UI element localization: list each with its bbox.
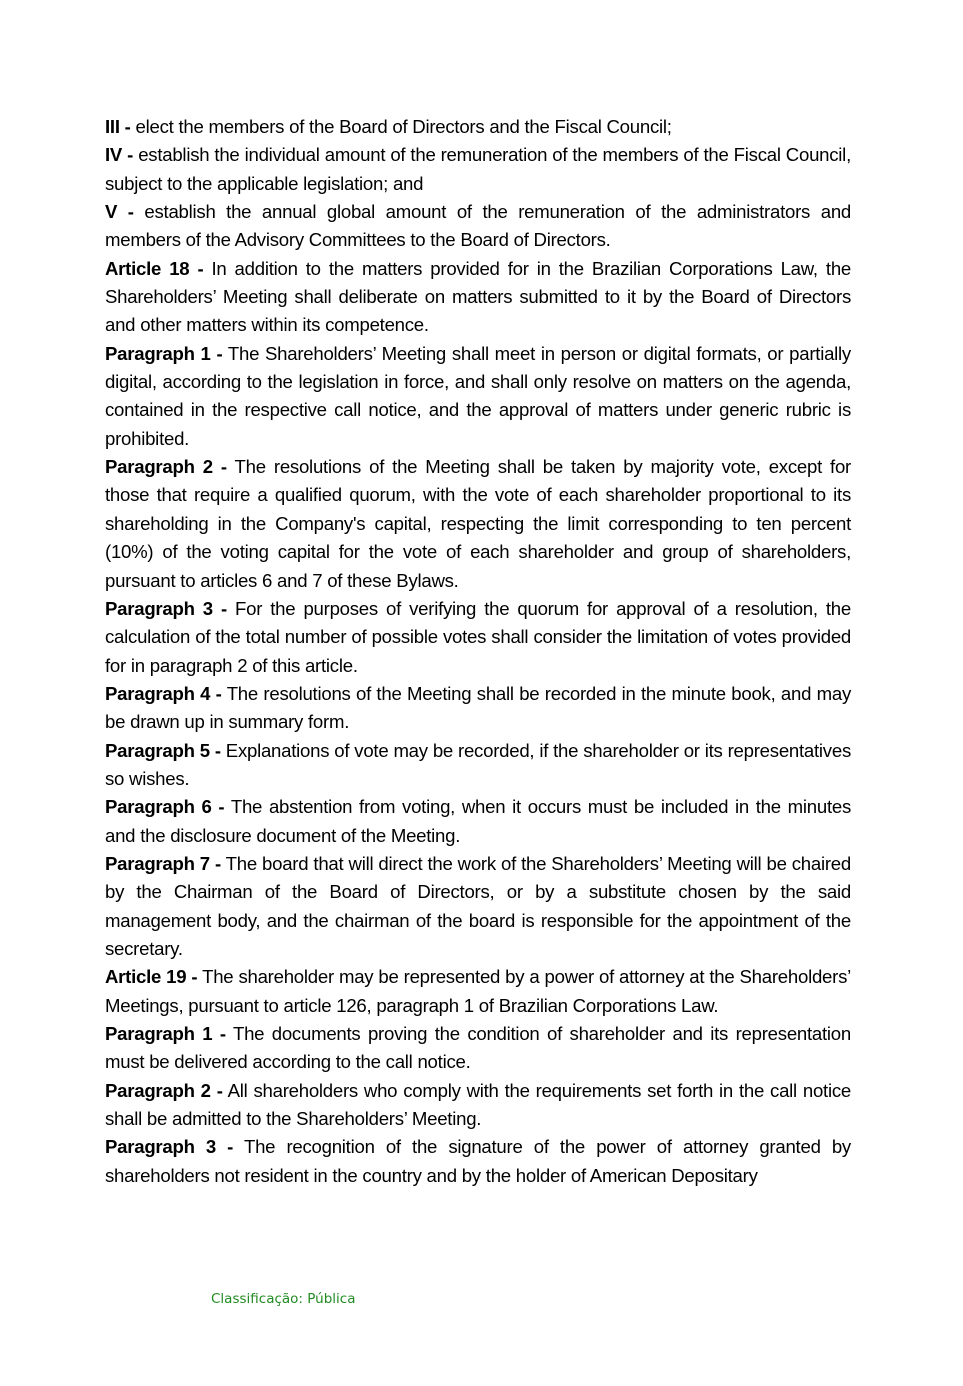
article-18-paragraph-4	[105, 680, 851, 737]
clause-label: Paragraph 4 -	[105, 682, 222, 704]
clause-label: Paragraph 1 -	[105, 1023, 226, 1044]
clause-text: Explanations of vote may be recorded, if the shareholder or its representatives so wishes.	[105, 739, 851, 789]
article-18-paragraph-2	[105, 453, 851, 595]
clause-label: Paragraph 3 -	[105, 1136, 234, 1158]
clause-label: Paragraph 2 -	[105, 456, 227, 478]
article-19-paragraph-1	[105, 1020, 851, 1077]
classification-footer: Classificação: Pública	[211, 1291, 356, 1307]
clause-iii	[105, 113, 851, 141]
clause-text: The abstention from voting, when it occurs must be included in the minutes and the disclosure document of the Meeting.	[105, 796, 852, 846]
clause-text: In addition to the matters provided for in the Brazilian Corporations Law, the Shareholders’ Meeting shall deliberate on matters submitted to it by the Board of Directors and other matters within its competence.	[105, 257, 851, 336]
clause-text: The recognition of the signature of the power of attorney granted by shareholders not resident in the country and by the holder of American Depositary	[105, 1136, 851, 1186]
article-18-paragraph-5	[105, 737, 851, 794]
document-body	[105, 113, 851, 1190]
clause-label: IV -	[105, 144, 134, 166]
clause-label: Article 18 -	[105, 257, 204, 279]
article-19-paragraph-3	[105, 1133, 851, 1190]
clause-text: elect the members of the Board of Directors and the Fiscal Council;	[130, 116, 672, 137]
clause-label: III -	[105, 116, 131, 137]
clause-label: Paragraph 3 -	[105, 597, 227, 619]
article-18-paragraph-6	[105, 793, 851, 850]
article-18-paragraph-3	[105, 595, 851, 680]
clause-text: All shareholders who comply with the requirements set forth in the call notice shall be admitted to the Shareholders’ Meeting.	[105, 1079, 851, 1130]
clause-text: The Shareholders’ Meeting shall meet in person or digital formats, or partially digital, according to the legislation in force, and shall only resolve on matters on the agenda, contained in the respective call notice, and the approval of matters under generic rubric is prohibited.	[105, 342, 851, 449]
article-19-paragraph-2	[105, 1077, 851, 1134]
clause-label: Paragraph 2 -	[105, 1079, 223, 1101]
clause-text: The documents proving the condition of shareholder and its representation must be delivered according to the call notice.	[105, 1023, 851, 1073]
clause-text: The shareholder may be represented by a power of attorney at the Shareholders’ Meetings, pursuant to article 126, paragraph 1 of Brazilian Corporations Law.	[105, 966, 852, 1016]
clause-v	[105, 198, 851, 255]
article-18	[105, 255, 851, 340]
clause-text: establish the individual amount of the remuneration of the members of the Fiscal Council, subject to the applicable legislation; and	[105, 144, 851, 194]
clause-label: Article 19 -	[105, 966, 198, 988]
article-19	[105, 963, 851, 1020]
clause-label: Paragraph 1 -	[105, 342, 223, 364]
clause-text: For the purposes of verifying the quorum for approval of a resolution, the calculation of the total number of possible votes shall consider the limitation of votes provided for in paragraph 2 of this article.	[105, 597, 851, 676]
clause-label: Paragraph 7 -	[105, 852, 221, 874]
article-18-paragraph-7	[105, 850, 851, 963]
clause-label: V -	[105, 201, 134, 223]
clause-label: Paragraph 6 -	[105, 796, 225, 818]
clause-iv	[105, 141, 851, 198]
clause-text: The resolutions of the Meeting shall be taken by majority vote, except for those that require a qualified quorum, with the vote of each shareholder proportional to its shareholding in the Company's capital, respecting the limit corresponding to ten percent (10%) of the voting capital for the vote of each shareholder and group of shareholders, pursuant to articles 6 and 7 of these Bylaws.	[105, 456, 851, 591]
article-18-paragraph-1	[105, 340, 851, 453]
clause-label: Paragraph 5 -	[105, 739, 221, 761]
clause-text: The resolutions of the Meeting shall be recorded in the minute book, and may be drawn up in summary form.	[105, 682, 851, 733]
clause-text: establish the annual global amount of the remuneration of the administrators and members of the Advisory Committees to the Board of Directors.	[105, 201, 851, 251]
clause-text: The board that will direct the work of the Shareholders’ Meeting will be chaired by the Chairman of the Board of Directors, or by a substitute chosen by the said management body, and the chairman of the board is responsible for the appointment of the secretary.	[105, 852, 851, 959]
